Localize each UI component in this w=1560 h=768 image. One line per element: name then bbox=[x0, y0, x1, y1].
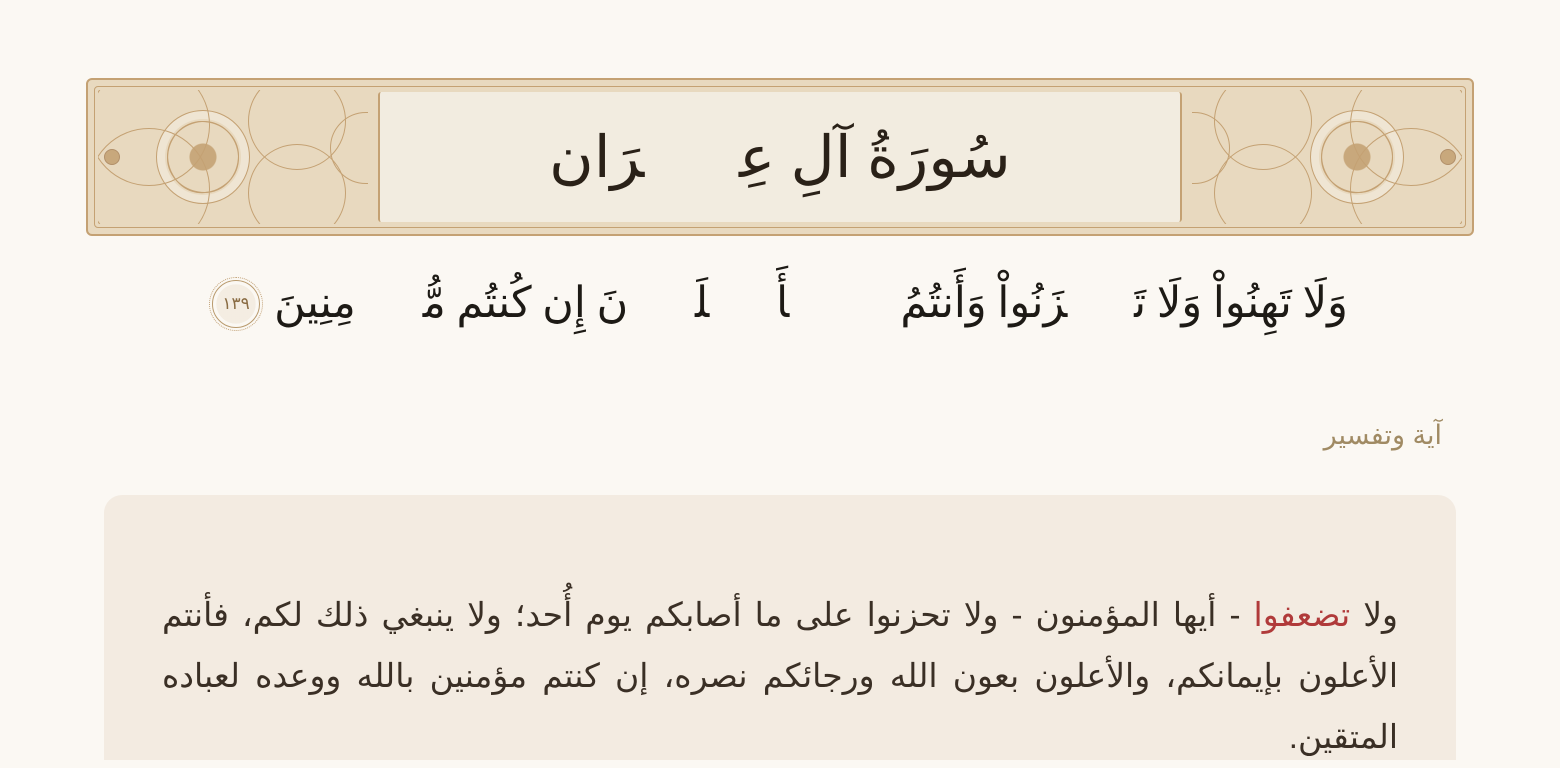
tafsir-text-before: ولا bbox=[1350, 596, 1398, 633]
banner-ornament-left bbox=[98, 90, 368, 224]
tafsir-card bbox=[104, 495, 1456, 760]
surah-title: سُورَةُ آلِ عِمۡرَان bbox=[549, 125, 1011, 190]
tafsir-text-after: - أيها المؤمنون - ولا تحزنوا على ما أصابكم يوم أُحد؛ ولا ينبغي ذلك لكم، فأنتم الأعلون بإيمانكم، والأعلون بعون الله ورجائكم نصره، إن كنتم مؤمنين بالله ووعده لعباده المتقين. bbox=[162, 596, 1398, 756]
tafsir-highlight: تضعفوا bbox=[1253, 596, 1351, 633]
ayah-row bbox=[86, 270, 1474, 339]
surah-title-banner bbox=[86, 78, 1474, 236]
banner-center-panel bbox=[378, 92, 1182, 222]
section-label: آية وتفسير bbox=[1323, 420, 1442, 450]
ayah-number-badge: ١٣٩ bbox=[212, 280, 260, 328]
banner-ornament-right bbox=[1192, 90, 1462, 224]
ayah-text: وَلَا تَهِنُواْ وَلَا تَحۡزَنُواْ وَأَنتُمُ ٱلۡأَعۡلَوۡنَ إِن كُنتُم مُّؤۡمِنِينَ bbox=[274, 280, 1348, 327]
tafsir-text bbox=[162, 584, 1398, 767]
